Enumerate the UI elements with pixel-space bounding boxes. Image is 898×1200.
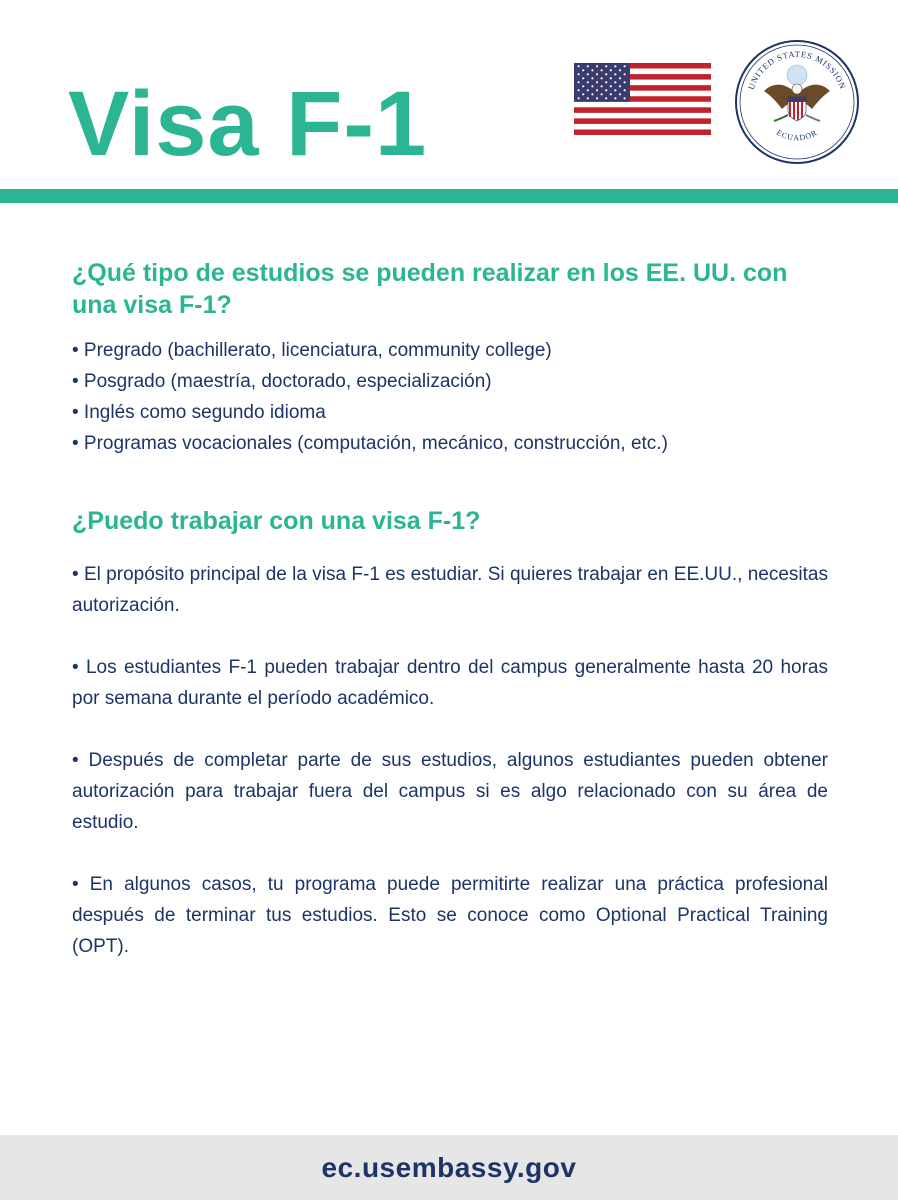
list-item: • Posgrado (maestría, doctorado, especialización) (72, 371, 492, 392)
svg-text:UNITED STATES MISSION: UNITED STATES MISSION (745, 48, 849, 91)
paragraph: • Los estudiantes F-1 pueden trabajar dentro del campus generalmente hasta 20 horas por semana durante el período académico. (72, 657, 828, 709)
list-item: • Programas vocacionales (computación, mecánico, construcción, etc.) (72, 433, 668, 454)
page-title: Visa F-1 (68, 73, 428, 175)
embassy-seal-icon (734, 39, 860, 165)
section-heading: ¿Qué tipo de estudios se pueden realizar en los EE. UU. con una visa F-1? (72, 259, 788, 319)
paragraph: • El propósito principal de la visa F-1 es estudiar. Si quieres trabajar en EE.UU., necesitas autorización. (72, 564, 828, 616)
section-heading: ¿Puedo trabajar con una visa F-1? (72, 507, 481, 535)
section-work (72, 505, 832, 993)
paragraph: • En algunos casos, tu programa puede permitirte realizar una práctica profesional después de terminar tus estudios. Esto se conoce como Optional Practical Training (OPT). (72, 874, 828, 957)
paragraph: • Después de completar parte de sus estudios, algunos estudiantes pueden obtener autorización para trabajar fuera del campus si es algo relacionado con su área de estudio. (72, 750, 828, 833)
study-types-list (72, 335, 832, 459)
list-item: • Pregrado (bachillerato, licenciatura, community college) (72, 340, 552, 361)
footer-bar (0, 1135, 898, 1200)
svg-text:ECUADOR: ECUADOR (775, 128, 819, 143)
us-flag-icon (574, 63, 711, 135)
footer-url[interactable]: ec.usembassy.gov (321, 1151, 577, 1183)
section-study-types (72, 257, 832, 459)
list-item: • Inglés como segundo idioma (72, 402, 326, 423)
header-divider (0, 189, 898, 203)
